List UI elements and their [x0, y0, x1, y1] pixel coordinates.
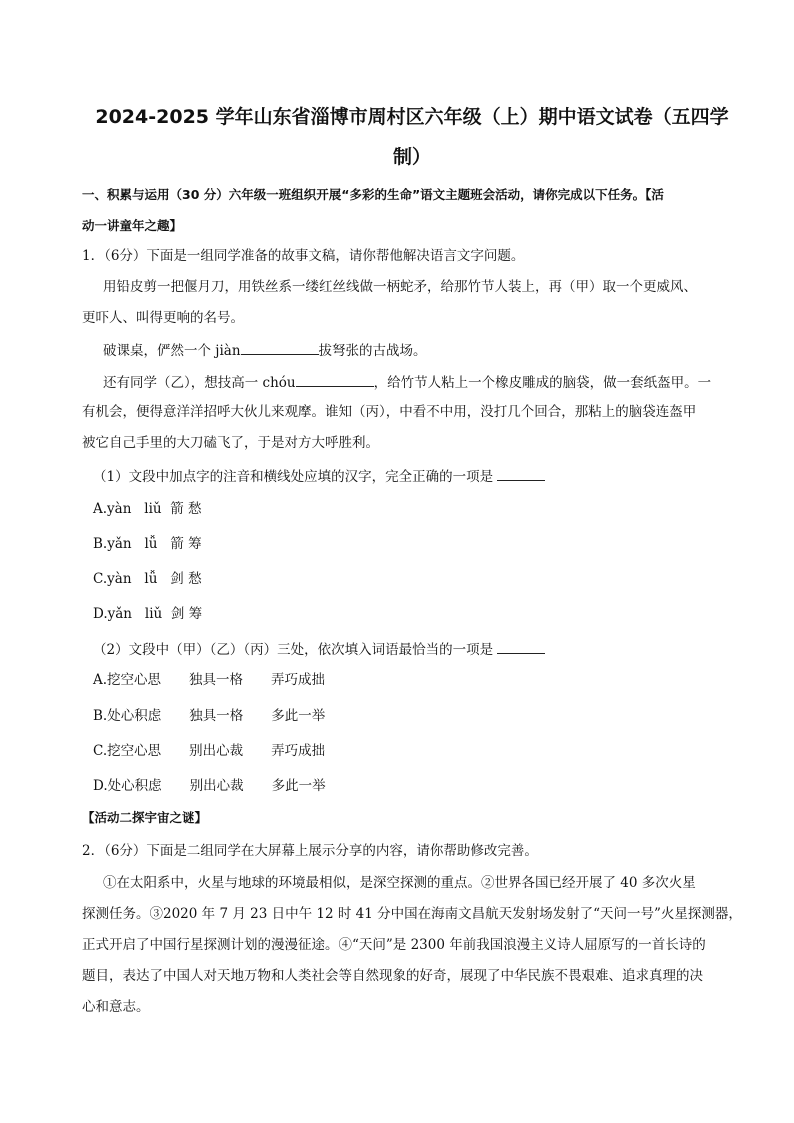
option-word3: 多此一举: [271, 778, 326, 794]
option-char1: 剑: [170, 606, 185, 622]
option-char2: 愁: [188, 571, 202, 587]
option-word2: 独具一格: [189, 708, 244, 724]
option-label: B.yǎn: [93, 536, 132, 552]
exam-title-line1: 2024-2025 学年山东省淄博市周村区六年级（上）期中语文试卷（五四学: [95, 106, 729, 128]
option-char2: 筹: [188, 536, 202, 552]
q1-sub2-text: （2）文段中（甲）（乙）（丙）三处，依次填入词语最恰当的一项是: [93, 642, 494, 658]
fill-blank-jian[interactable]: [241, 340, 319, 355]
sub2-option-c[interactable]: [93, 742, 325, 760]
option-label: A.yàn: [93, 501, 132, 517]
q1-sub1-stem: [93, 466, 545, 486]
exam-title-line2: 制）: [392, 146, 431, 168]
q2-passage-line2: 探测任务。③2020 年 7 月 23 日中午 12 时 41 分中国在海南文昌航天发射场发射了“天问一号”火星探测器，: [82, 906, 742, 922]
q1-sub1-text: （1）文段中加点字的注音和横线处应填的汉字，完全正确的一项是: [93, 469, 494, 485]
option-char1: 箭: [170, 536, 184, 552]
sub1-option-a[interactable]: [93, 500, 202, 518]
q1-p3-before: 还有同学（乙），想技高一 chóu: [103, 375, 296, 391]
option-char2: 愁: [188, 501, 202, 517]
q2-passage-line3: 正式开启了中国行星探测计划的漫漫征途。④“天问”是 2300 年前我国浪漫主义诗人屈原写的一首长诗的: [82, 937, 706, 953]
option-word3: 弄巧成拙: [271, 743, 326, 759]
option-word2: 别出心裁: [189, 778, 244, 794]
q1-passage-p3-line2: 有机会，便得意洋洋招呼大伙儿来观摩。谁知（丙），中看不中用，没打几个回合，那粘上的脑袋连盔甲: [82, 404, 697, 420]
sub1-option-c[interactable]: [93, 570, 202, 588]
q1-passage-p3-line3: 被它自己手里的大刀磕飞了，于是对方大呼胜利。: [82, 435, 379, 451]
option-char2: 筹: [188, 606, 203, 622]
section1-heading-line2: 动一讲童年之趣】: [82, 218, 183, 233]
option-char1: 箭: [170, 501, 184, 517]
q1-p2-after: 拔弩张的古战场。: [318, 343, 427, 359]
q2-passage-line5: 心和意志。: [82, 999, 150, 1015]
option-word3: 多此一举: [271, 708, 326, 724]
option-word3: 弄巧成拙: [271, 672, 326, 688]
q1-passage-p3-line1: [103, 372, 711, 392]
q1-p3-after: ，给竹节人粘上一个橡皮雕成的脑袋，做一套纸盔甲。一: [373, 375, 712, 391]
q1-passage-p1-line2: 更吓人、叫得更响的名号。: [82, 310, 244, 326]
option-label: C.yàn: [93, 571, 132, 587]
option-pinyin: liǔ: [144, 501, 162, 517]
sub2-option-b[interactable]: [93, 707, 325, 725]
option-pinyin: liǔ: [144, 606, 163, 622]
sub2-option-d[interactable]: [93, 777, 326, 795]
q1-passage-p1-line1: 用铅皮剪一把偃月刀，用铁丝系一缕红丝线做一柄蛇矛，给那竹节人装上，再（甲）取一个更威风、: [103, 279, 697, 295]
sub2-option-a[interactable]: [93, 671, 325, 689]
option-pinyin: lǚ: [144, 571, 158, 587]
q1-stem: 1．（6分）下面是一组同学准备的故事文稿，请你帮他解决语言文字问题。: [82, 248, 525, 264]
option-label: D.yǎn: [93, 606, 133, 622]
activity2-heading: 【活动二探宇宙之谜】: [82, 810, 208, 825]
option-word1: A.挖空心思: [93, 672, 162, 688]
section1-heading-line1: 一、积累与运用（30 分）六年级一班组织开展“多彩的生命”语文主题班会活动，请你完成以下任务。【活: [82, 187, 664, 202]
fill-blank-chou[interactable]: [296, 372, 374, 387]
q1-sub2-stem: [93, 639, 545, 659]
answer-blank-sub1[interactable]: [497, 466, 545, 481]
q2-passage-line4: 题目，表达了中国人对天地万物和人类社会等自然现象的好奇，展现了中华民族不畏艰难、追求真理的决: [82, 968, 703, 984]
option-word2: 别出心裁: [189, 743, 244, 759]
answer-blank-sub2[interactable]: [497, 639, 545, 654]
q1-p2-before: 破课桌，俨然一个 jiàn: [103, 343, 241, 359]
option-word1: B.处心积虑: [93, 708, 162, 724]
sub1-option-d[interactable]: [93, 605, 202, 623]
q1-passage-p2: [103, 340, 427, 360]
sub1-option-b[interactable]: [93, 535, 202, 553]
option-word1: D.处心积虑: [93, 778, 162, 794]
option-word1: C.挖空心思: [93, 743, 162, 759]
option-pinyin: lǚ: [144, 536, 158, 552]
q2-passage-line1: ①在太阳系中，火星与地球的环境最相似，是深空探测的重点。②世界各国已经开展了 40 多次火星: [103, 875, 696, 891]
option-word2: 独具一格: [189, 672, 244, 688]
option-char1: 剑: [170, 571, 184, 587]
q2-stem: 2．（6分）下面是二组同学在大屏幕上展示分享的内容，请你帮助修改完善。: [82, 843, 538, 859]
